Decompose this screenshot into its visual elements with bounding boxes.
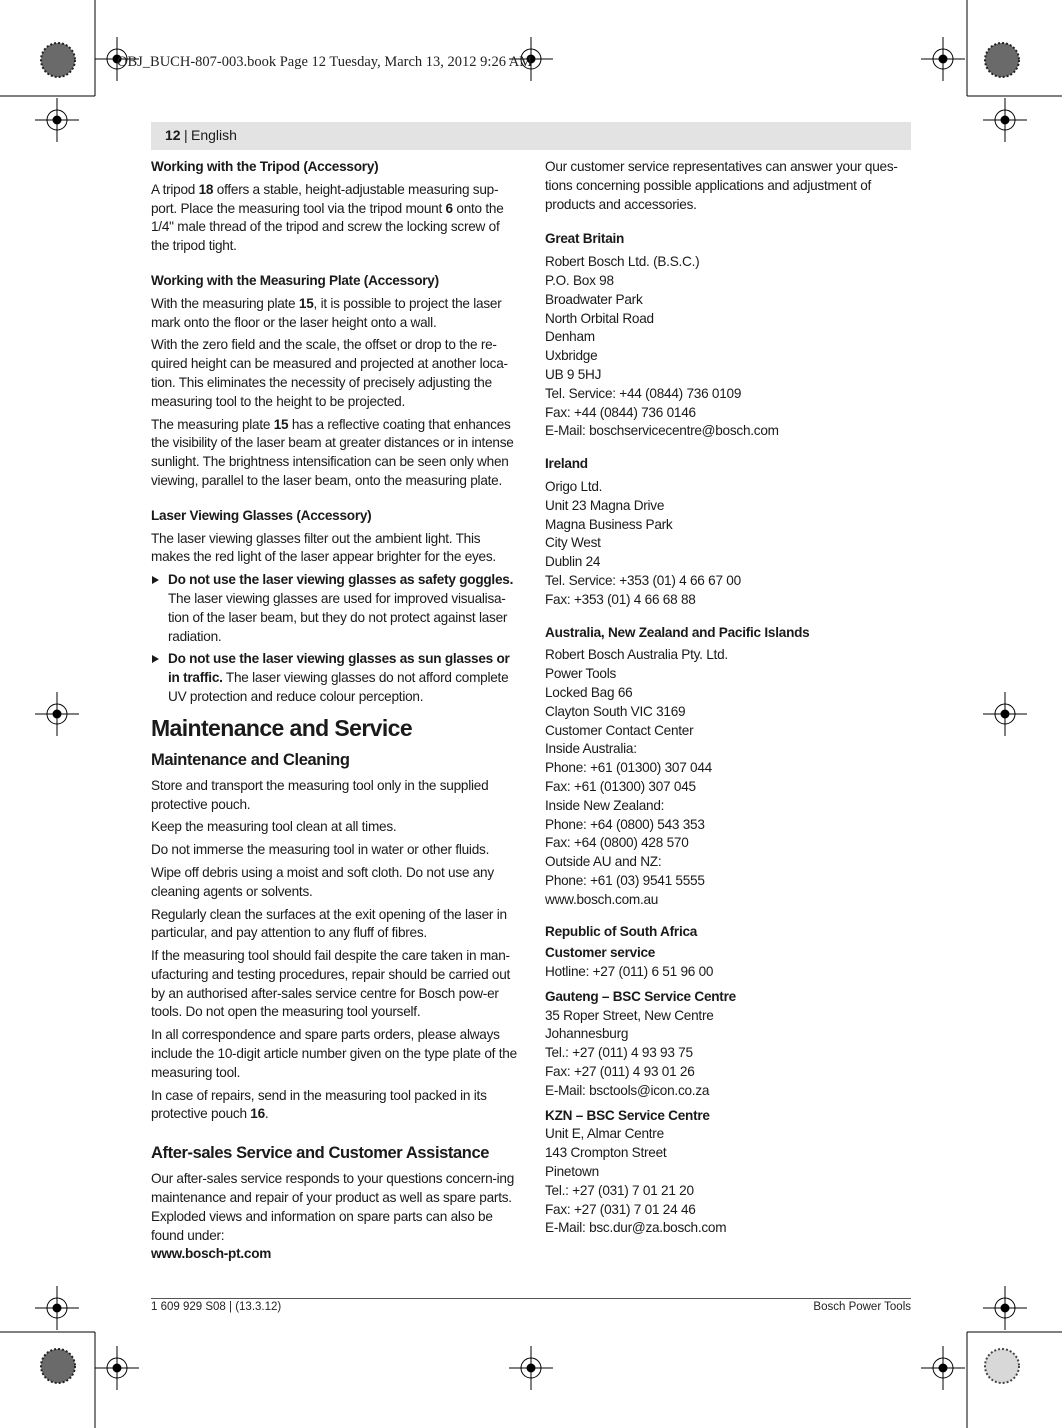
address-line: North Orbital Road xyxy=(545,310,654,326)
address-line: Robert Bosch Australia Pty. Ltd. xyxy=(545,647,728,663)
page-number: 12 xyxy=(165,127,181,143)
address-line: 143 Crompton Street xyxy=(545,1145,667,1161)
plate-paragraph-2: With the zero field and the scale, the offset or drop to the re-quired height can be measured and projected at another loca-tion. This eliminates the necessity of precisely adjusting the measuring tool to the height to be projected. xyxy=(151,337,508,409)
glasses-warning-1: Do not use the laser viewing glasses as safety goggles. The laser viewing glasses are used for improved visualisa-tion of the laser beam, but they do not protect against laser radiation. xyxy=(151,571,519,646)
address-line: Robert Bosch Ltd. (B.S.C.) xyxy=(545,254,700,270)
za-gauteng-lines xyxy=(545,1007,913,1101)
address-line: Unit 23 Magna Drive xyxy=(545,497,665,513)
maintenance-p1: Store and transport the measuring tool only in the supplied protective pouch. xyxy=(151,777,489,812)
glasses-paragraph: The laser viewing glasses filter out the ambient light. This makes the red light of the laser appear brighter for the eyes. xyxy=(151,530,496,565)
address-line: E-Mail: bsctools@icon.co.za xyxy=(545,1082,710,1098)
maintenance-p7: In all correspondence and spare parts orders, please always include the 10-digit article number given on the type plate of the measuring tool. xyxy=(151,1027,517,1080)
address-line: Broadwater Park xyxy=(545,291,643,307)
address-line: Fax: +27 (011) 4 93 01 26 xyxy=(545,1064,695,1080)
address-line: Hotline: +27 (011) 6 51 96 00 xyxy=(545,964,714,980)
address-line: Fax: +64 (0800) 428 570 xyxy=(545,835,689,851)
address-line: Fax: +61 (01300) 307 045 xyxy=(545,778,696,794)
glasses-warning-2: Do not use the laser viewing glasses as sun glasses or in traffic. The laser viewing glasses do not afford complete UV protection and reduce colour perception. xyxy=(151,650,519,706)
tripod-paragraph: A tripod 18 offers a stable, height-adjustable measuring sup-port. Place the measuring tool via the tripod mount 6 onto the 1/4" male thread of the tripod and screw the locking screw of the tripod tight. xyxy=(151,181,504,254)
left-column xyxy=(151,158,519,1264)
address-line: Denham xyxy=(545,329,595,345)
za-kzn-lines xyxy=(545,1125,913,1238)
address-line: P.O. Box 98 xyxy=(545,272,614,288)
aftersales-url-link[interactable]: www.bosch-pt.com xyxy=(151,1246,272,1262)
au-address xyxy=(545,646,913,909)
address-line: City West xyxy=(545,535,601,551)
za-kzn-heading: KZN – BSC Service Centre xyxy=(545,1107,710,1123)
glasses-heading: Laser Viewing Glasses (Accessory) xyxy=(151,507,372,523)
maintenance-p2: Keep the measuring tool clean at all times. xyxy=(151,819,397,835)
address-line: Tel. Service: +353 (01) 4 66 67 00 xyxy=(545,572,741,588)
aftersales-paragraph: Our after-sales service responds to your questions concern-ing maintenance and repair of your product as well as spare parts. Exploded views and information on spare parts can also be found under: xyxy=(151,1171,515,1243)
service-intro: Our customer service representatives can answer your ques-tions concerning possible applications and adjustment of products and accessories. xyxy=(545,159,898,212)
address-line: Pinetown xyxy=(545,1164,599,1180)
address-line: Fax: +44 (0844) 736 0146 xyxy=(545,404,696,420)
tripod-heading: Working with the Tripod (Accessory) xyxy=(151,159,379,174)
footer-doc-number: 1 609 929 S08 | (13.3.12) xyxy=(151,1301,282,1313)
address-line: Fax: +27 (031) 7 01 24 46 xyxy=(545,1201,696,1217)
footer-brand: Bosch Power Tools xyxy=(813,1301,911,1313)
address-line: Phone: +64 (0800) 543 353 xyxy=(545,816,705,832)
address-line: Origo Ltd. xyxy=(545,478,603,494)
bullet-triangle-icon xyxy=(152,576,159,584)
address-line: Tel.: +27 (031) 7 01 21 20 xyxy=(545,1182,694,1198)
address-line: Phone: +61 (01300) 307 044 xyxy=(545,760,712,776)
plate-heading: Working with the Measuring Plate (Accessory) xyxy=(151,272,439,288)
maintenance-p3: Do not immerse the measuring tool in water or other fluids. xyxy=(151,842,490,858)
za-cs-lines xyxy=(545,963,913,982)
print-slug: OBJ_BUCH-807-003.book Page 12 Tuesday, March 13, 2012 9:26 AM xyxy=(117,54,533,70)
address-line: Johannesburg xyxy=(545,1026,629,1042)
maintenance-p4: Wipe off debris using a moist and soft cloth. Do not use any cleaning agents or solvents. xyxy=(151,864,494,899)
aftersales-subtitle: After-sales Service and Customer Assistance xyxy=(151,1144,490,1163)
plate-paragraph-1: With the measuring plate 15, it is possible to project the laser mark onto the floor or the laser height onto a wall. xyxy=(151,295,502,330)
address-line: Tel. Service: +44 (0844) 736 0109 xyxy=(545,385,742,401)
address-line: E-Mail: boschservicecentre@bosch.com xyxy=(545,423,779,439)
address-line: Unit E, Almar Centre xyxy=(545,1126,664,1142)
address-line: 35 Roper Street, New Centre xyxy=(545,1007,714,1023)
za-gauteng-heading: Gauteng – BSC Service Centre xyxy=(545,988,736,1004)
footer-rule xyxy=(151,1298,911,1299)
au-heading: Australia, New Zealand and Pacific Islands xyxy=(545,624,810,640)
za-heading: Republic of South Africa xyxy=(545,924,698,940)
header-language: English xyxy=(191,127,237,143)
address-line: Outside AU and NZ: xyxy=(545,854,662,870)
bullet-triangle-icon xyxy=(152,655,159,663)
address-line: www.bosch.com.au xyxy=(545,891,659,907)
address-line: Locked Bag 66 xyxy=(545,684,633,700)
maintenance-p6: If the measuring tool should fail despite the care taken in man-ufacturing and testing procedures, repair should be carried out by an authorised after-sales service centre for Bosch pow-er tools. Do not open the measuring tool yourself. xyxy=(151,948,511,1020)
address-line: Power Tools xyxy=(545,666,617,682)
address-line: UB 9 5HJ xyxy=(545,366,602,382)
ie-heading: Ireland xyxy=(545,456,588,472)
ie-address xyxy=(545,478,913,610)
maintenance-p5: Regularly clean the surfaces at the exit opening of the laser in particular, and pay attention to any fluff of fibres. xyxy=(151,906,507,941)
address-line: Inside New Zealand: xyxy=(545,797,665,813)
maintenance-title: Maintenance and Service xyxy=(151,714,413,741)
za-cs-heading: Customer service xyxy=(545,945,656,961)
header-separator: | xyxy=(184,127,188,143)
page-header xyxy=(151,122,911,150)
address-line: Customer Contact Center xyxy=(545,722,694,738)
address-line: Dublin 24 xyxy=(545,554,601,570)
address-line: Magna Business Park xyxy=(545,516,673,532)
right-column xyxy=(545,158,913,1252)
address-line: Tel.: +27 (011) 4 93 93 75 xyxy=(545,1045,693,1061)
gb-address xyxy=(545,253,913,441)
gb-heading: Great Britain xyxy=(545,231,625,247)
address-line: Clayton South VIC 3169 xyxy=(545,703,686,719)
address-line: Fax: +353 (01) 4 66 68 88 xyxy=(545,591,696,607)
address-line: Uxbridge xyxy=(545,348,598,364)
address-line: Inside Australia: xyxy=(545,741,637,757)
plate-paragraph-3: The measuring plate 15 has a reflective coating that enhances the visibility of the laser beam at greater distances or in intense sunlight. The brightness intensification can be seen only when viewing, parallel to the laser beam, onto the measuring plate. xyxy=(151,416,514,488)
address-line: E-Mail: bsc.dur@za.bosch.com xyxy=(545,1220,727,1236)
address-line: Phone: +61 (03) 9541 5555 xyxy=(545,872,705,888)
maintenance-subtitle: Maintenance and Cleaning xyxy=(151,750,350,769)
maintenance-p8: In case of repairs, send in the measuring tool packed in its protective pouch 16. xyxy=(151,1087,487,1122)
